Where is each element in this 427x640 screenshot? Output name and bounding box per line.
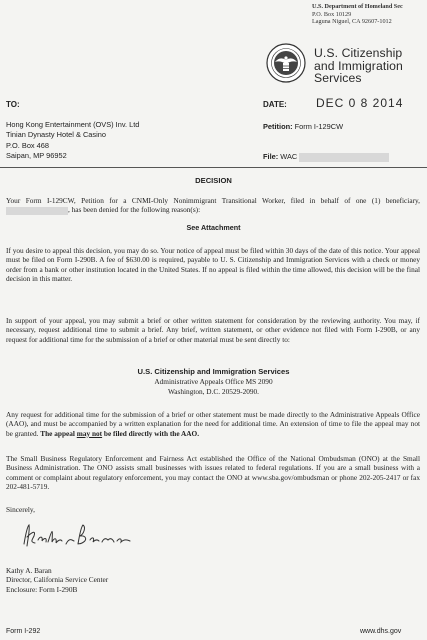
aao-warning — [40, 429, 199, 438]
ombudsman-paragraph: The Small Business Regulatory Enforcement and Fairness Act established the Office of the National Ombudsman (ONO) at the Small Business Administration. The ONO assists small businesses with issues related to federal regulations. If you are a small business with a comment or complaint about regulatory enforcement, you may contact the ONO at www.sba.gov/ombudsman or phone 202-205-2417 or fax 202-481-5719. — [6, 454, 420, 491]
agency-address-block — [312, 3, 403, 26]
petition-label: Petition: — [263, 122, 293, 131]
recipient-line2: Tinian Dynasty Hotel & Casino — [6, 130, 106, 140]
aao-warning-part2: may not — [76, 428, 103, 438]
enclosure: Enclosure: Form I-290B — [6, 584, 78, 594]
denial-paragraph — [6, 196, 420, 215]
extension-paragraph — [6, 410, 420, 438]
agency-name-line1: U.S. Citizenship — [314, 46, 403, 60]
aao-warning-part3: be filed directly with the AAO. — [103, 428, 200, 438]
redacted-file-number — [299, 153, 389, 162]
signer-block — [6, 566, 108, 594]
redacted-beneficiary-name — [6, 207, 68, 215]
decision-title: DECISION — [195, 176, 232, 185]
aao-org: U.S. Citizenship and Immigration Services — [137, 367, 290, 376]
recipient-line1: Hong Kong Entertainment (OVS) Inv. Ltd — [6, 120, 140, 129]
date-label: DATE: — [263, 100, 287, 109]
brief-paragraph: In support of your appeal, you may submit a brief or other written statement for consideration by the reviewing authority. You may, if necessary, request additional time to submit a brief. Any brief, written statement, or other evidence not filed with Form I-290B, or any request for additional time for the submission of a brief or other material must be sent directly to: — [6, 316, 420, 344]
recipient-address — [6, 120, 139, 162]
agency-city: Laguna Niguel, CA 92607-1012 — [312, 18, 392, 26]
file-field — [263, 152, 389, 162]
handwritten-signature — [20, 522, 140, 552]
extension-text: Any request for additional time for the submission of a brief or other statement must be made directly to the Administrative Appeals Office (AAO), and must be accompanied by a written explanation for the need for additional time. An extension of time to file the appeal may not be granted. — [6, 410, 420, 438]
file-value: WAC — [280, 152, 298, 161]
see-attachment-heading: See Attachment — [186, 223, 241, 232]
agency-name — [314, 47, 403, 85]
aao-city: Washington, D.C. 20529-2090. — [167, 387, 260, 396]
petition-field — [263, 122, 343, 131]
denial-text-start: Your Form I-129CW, Petition for a CNMI-Only Nonimmigrant Transitional Worker, filed in behalf of one (1) beneficiary, — [6, 196, 420, 205]
to-label: TO: — [6, 100, 20, 109]
header-divider — [0, 167, 427, 168]
aao-address — [0, 367, 427, 397]
aao-office: Administrative Appeals Office MS 2090 — [154, 377, 273, 386]
agency-po-box: P.O. Box 10129 — [312, 10, 352, 18]
aao-warning-part1: The appeal — [40, 428, 75, 438]
recipient-line3: P.O. Box 468 — [6, 140, 50, 150]
file-label: File: — [263, 152, 279, 161]
agency-name-line3: Services — [314, 71, 362, 85]
form-number: Form I-292 — [6, 628, 41, 635]
appeal-paragraph: If you desire to appeal this decision, you may do so. Your notice of appeal must be filed within 30 days of the date of this notice. Your appeal must be filed on Form I-290B. A fee of $630.00 is required, payable to U. S. Citizenship and Immigration Services with a check or money order from a bank or other institution located in the United States. If no appeal is filed within the time allowed, this decision will be the final decision in this matter. — [6, 246, 420, 283]
closing-salutation: Sincerely, — [6, 505, 35, 514]
signer-name: Kathy A. Baran — [6, 566, 52, 575]
denial-text-end: , has been denied for the following reason(s): — [68, 205, 201, 215]
department-name: U.S. Department of Homeland Sec — [312, 3, 403, 10]
agency-website: www.dhs.gov — [360, 628, 402, 635]
dhs-seal-icon — [266, 43, 306, 83]
recipient-line4: Saipan, MP 96952 — [6, 151, 67, 161]
signer-title: Director, California Service Center — [6, 575, 109, 585]
date-stamp: DEC 0 8 2014 — [316, 96, 404, 110]
petition-value: Form I-129CW — [294, 122, 344, 131]
agency-name-line2: and Immigration — [314, 58, 403, 73]
